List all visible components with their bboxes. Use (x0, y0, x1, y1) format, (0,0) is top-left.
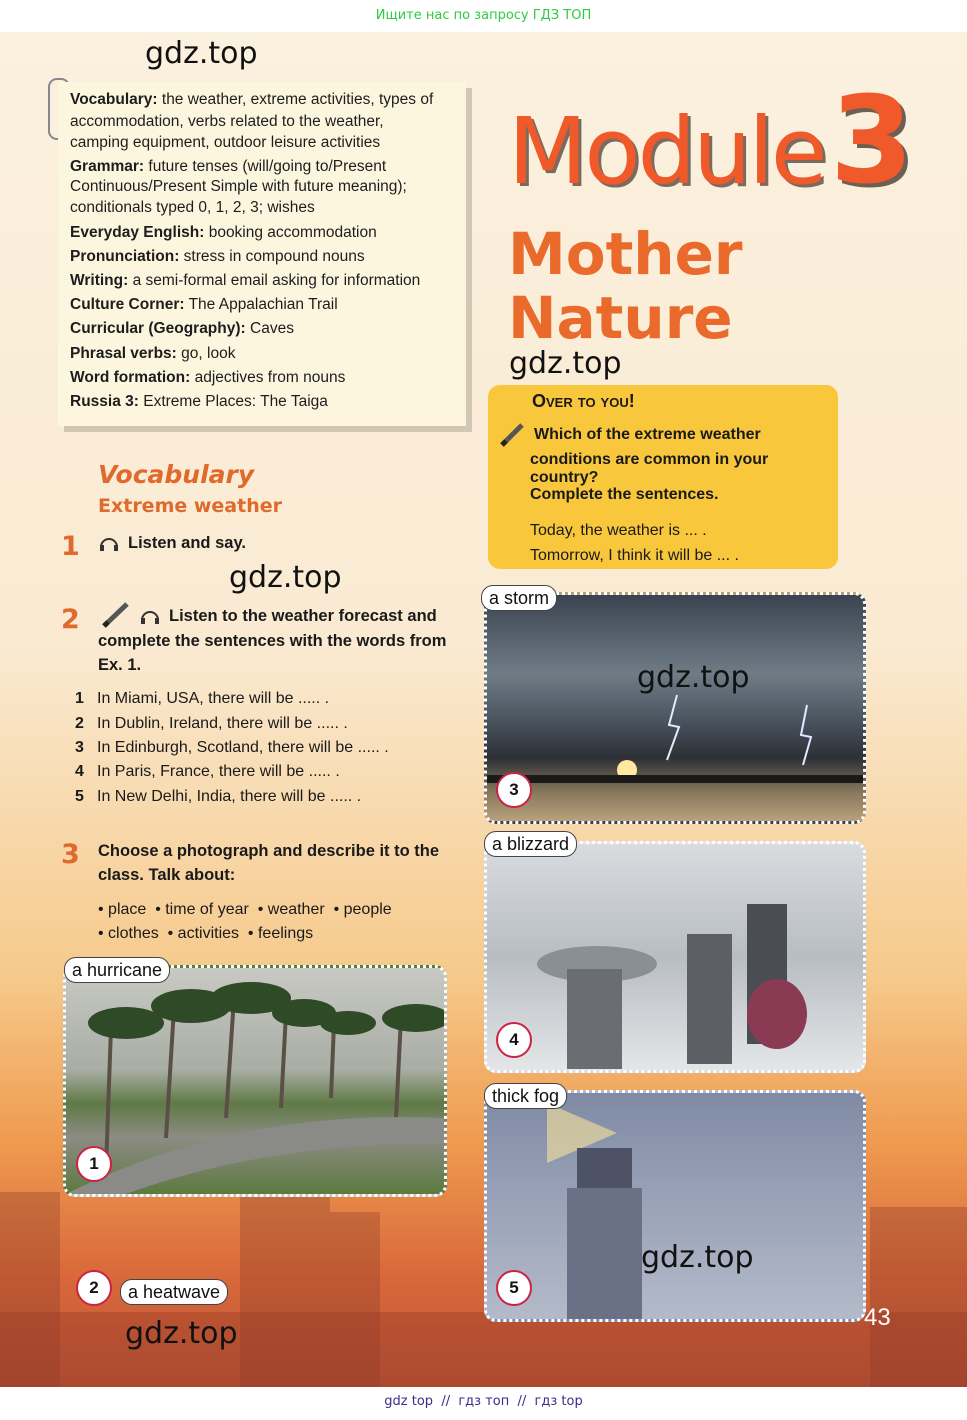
hurricane-photo[interactable] (63, 965, 447, 1197)
lightning-illustration (487, 595, 863, 821)
contents-line: Pronunciation: stress in compound nouns (70, 248, 365, 265)
photo-label: a blizzard (484, 831, 577, 857)
watermark: gdz.top (641, 1240, 754, 1275)
section-title: Vocabulary (98, 460, 255, 489)
lighthouse-illustration (487, 1093, 863, 1319)
exercise-item: 4 In Paris, France, there will be ..... . (75, 763, 340, 780)
blizzard-photo[interactable] (484, 841, 866, 1073)
contents-line: Everyday English: booking accommodation (70, 224, 377, 241)
exercise-item: 1 In Miami, USA, there will be ..... . (75, 690, 330, 707)
photo-label: thick fog (484, 1083, 567, 1109)
contents-line: Word formation: adjectives from nouns (70, 369, 346, 386)
pencil-icon (498, 421, 528, 449)
watermark: gdz.top (125, 1316, 238, 1351)
talk-about-list: • clothes • activities • feelings (98, 925, 314, 942)
contents-line: Culture Corner: The Appalachian Trail (70, 296, 338, 313)
storm-photo[interactable] (484, 592, 866, 824)
photo-label: a hurricane (64, 957, 170, 983)
section-subtitle: Extreme weather (98, 495, 282, 517)
module-contents-box (58, 82, 466, 426)
bottom-bar: gdz top // гдз топ // гдз top (0, 1387, 967, 1420)
contents-line: conditionals typed 0, 1, 2, 3; wishes (70, 199, 315, 216)
over-to-you-title: Over to you! (532, 391, 635, 411)
watermark: gdz.top (229, 560, 342, 595)
exercise-item: 5 In New Delhi, India, there will be ..... . (75, 788, 362, 805)
palm-trees-illustration (66, 968, 444, 1194)
contents-line: camping equipment, outdoor leisure activities (70, 134, 381, 151)
over-to-you-sentence: Today, the weather is ... . (530, 522, 707, 539)
task-instruction: Ex. 1. (98, 656, 142, 674)
exercise-item: 2 In Dublin, Ireland, there will be ..... . (75, 715, 348, 732)
photo-label: a storm (481, 585, 557, 611)
photo-number: 4 (496, 1022, 532, 1058)
photo-number: 2 (76, 1270, 112, 1306)
module-title-line1: Mother (508, 220, 743, 288)
watermark: gdz.top (637, 660, 750, 695)
photo-number: 1 (76, 1146, 112, 1182)
over-to-you-box (488, 385, 838, 569)
headphones-icon (139, 606, 161, 626)
task-instruction: complete the sentences with the words from (98, 632, 447, 650)
photo-number: 3 (496, 772, 532, 808)
pencil-icon (100, 600, 132, 630)
task-instruction: Listen and say. (128, 534, 246, 552)
task-instruction: Listen to the weather forecast and (169, 607, 437, 625)
module-number: 3 (830, 72, 914, 211)
contents-line: accommodation, verbs related to the weather, (70, 113, 384, 130)
fog-photo[interactable] (484, 1090, 866, 1322)
over-to-you-instruction: Complete the sentences. (530, 486, 719, 503)
task-number: 1 (61, 531, 80, 562)
watermark: gdz.top (509, 346, 622, 381)
talk-about-list: • place • time of year • weather • people (98, 901, 392, 918)
contents-line: Continuous/Present Simple with future meaning); (70, 178, 407, 195)
photo-number: 5 (496, 1270, 532, 1306)
exercise-item: 3 In Edinburgh, Scotland, there will be ..... . (75, 739, 389, 756)
contents-line: Phrasal verbs: go, look (70, 345, 236, 362)
headphones-icon (98, 533, 120, 553)
page-number: 43 (864, 1304, 891, 1331)
task-number: 3 (61, 839, 80, 870)
over-to-you-sentence: Tomorrow, I think it will be ... . (530, 547, 739, 564)
task-instruction: class. Talk about: (98, 866, 236, 884)
contents-line: Vocabulary: the weather, extreme activities, types of (70, 91, 434, 108)
task-number: 2 (61, 604, 80, 635)
contents-line: Grammar: future tenses (will/going to/Present (70, 158, 387, 175)
people-in-snow-illustration (487, 844, 863, 1070)
over-to-you-question: Which of the extreme weather (534, 426, 761, 443)
contents-line: Writing: a semi-formal email asking for information (70, 272, 421, 289)
module-word: Module (508, 98, 825, 205)
photo-label: a heatwave (120, 1279, 228, 1305)
task-instruction: Choose a photograph and describe it to the (98, 842, 440, 860)
watermark: gdz.top (145, 36, 258, 71)
over-to-you-question: conditions are common in your country? (530, 451, 769, 486)
top-banner: Ищите нас по запросу ГДЗ ТОП (0, 0, 967, 32)
contents-line: Russia 3: Extreme Places: The Taiga (70, 393, 328, 410)
module-title-line2: Nature (508, 284, 733, 352)
contents-line: Curricular (Geography): Caves (70, 320, 294, 337)
